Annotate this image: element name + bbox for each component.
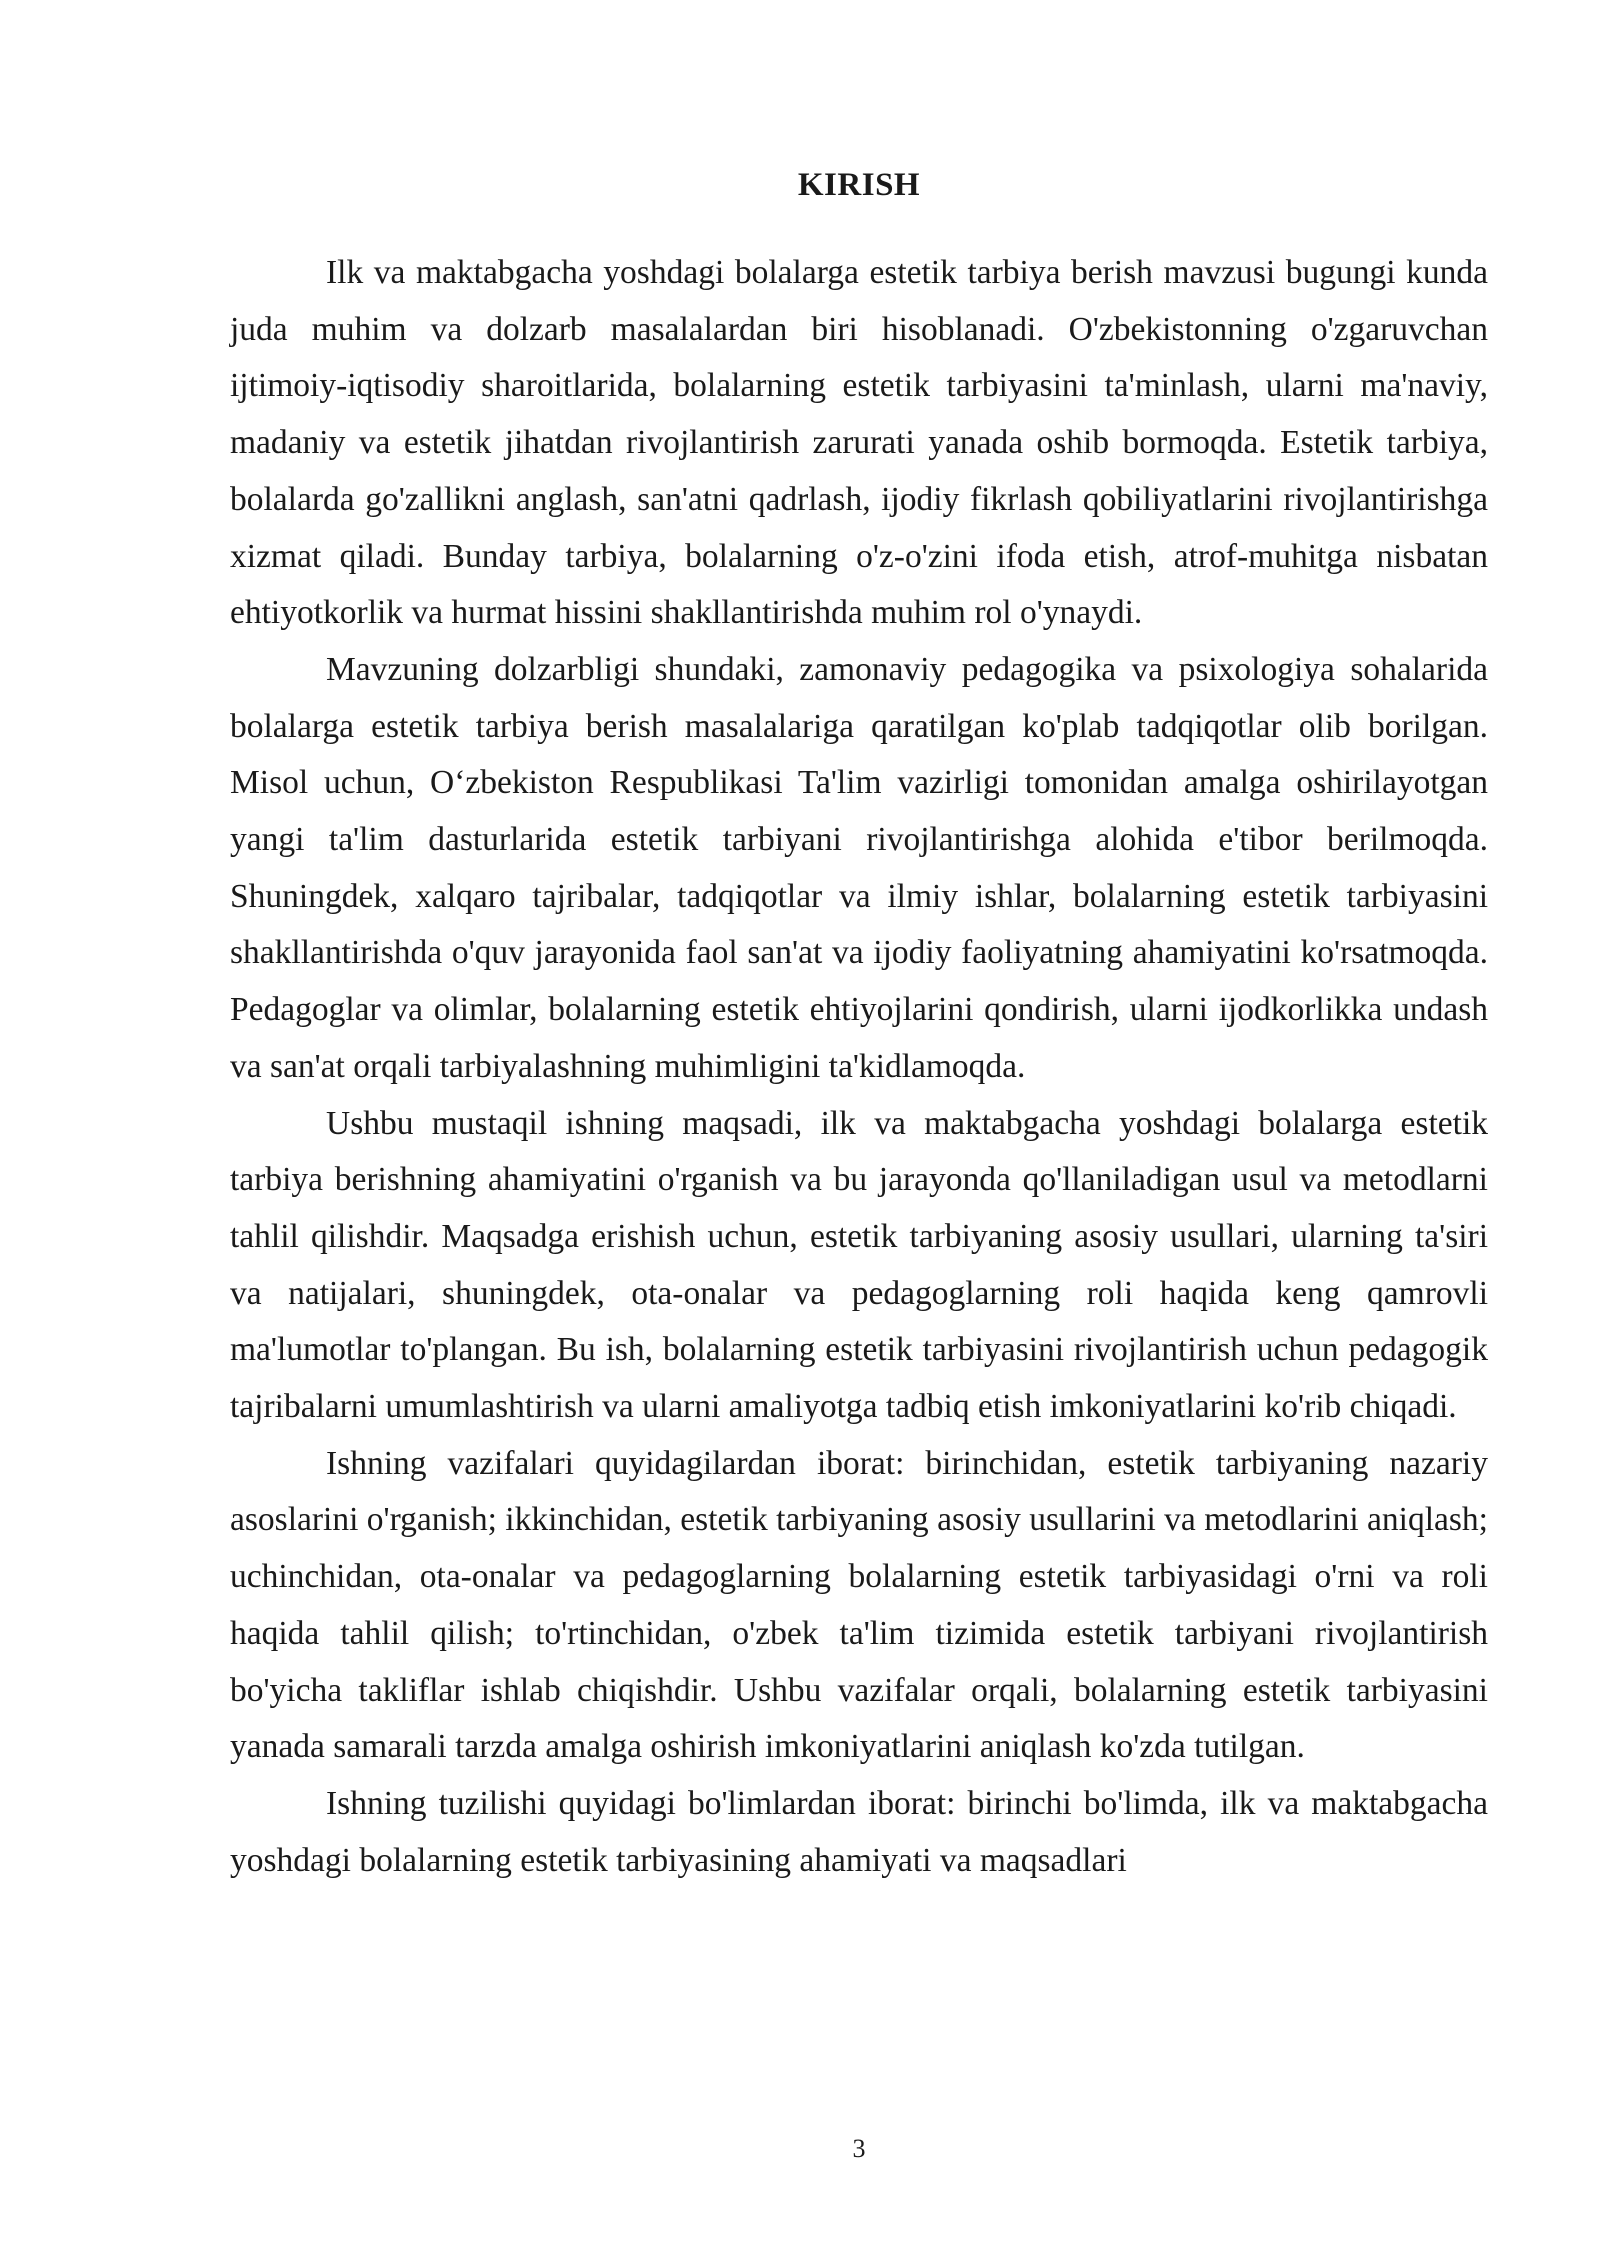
paragraph-intro: Ilk va maktabgacha yoshdagi bolalarga estetik tarbiya berish mavzusi bugungi kunda juda muhim va dolzarb masalalardan biri hisoblanadi. O'zbekistonning o'zgaruvchan ijtimoiy-iqtisodiy sharoitlarida, bolalarning estetik tarbiyasini ta'minlash, ularni ma'naviy, madaniy va estetik jihatdan rivojlantirish zarurati yanada oshib bormoqda. Estetik tarbiya, bolalarda go'zallikni anglash, san'atni qadrlash, ijodiy fikrlash qobiliyatlarini rivojlantirishga xizmat qiladi. Bunday tarbiya, bolalarning o'z-o'zini ifoda etish, atrof-muhitga nisbatan ehtiyotkorlik va hurmat hissini shakllantirishda muhim rol o'ynaydi. (230, 254, 1488, 632)
paragraph-tasks: Ishning vazifalari quyidagilardan iborat: birinchidan, estetik tarbiyaning nazariy asoslarini o'rganish; ikkinchidan, estetik tarbiyaning asosiy usullarini va metodlarini aniqlash; uchinchidan, ota-onalar va pedagoglarning bolalarning estetik tarbiyasidagi o'rni va roli haqida tahlil qilish; to'rtinchidan, o'zbek ta'lim tizimida estetik tarbiyani rivojlantirish bo'yicha takliflar ishlab chiqishdir. Ushbu vazifalar orqali, bolalarning estetik tarbiyasini yanada samarali tarzda amalga oshirish imkoniyatlarini aniqlash ko'zda tutilgan. (230, 1444, 1488, 1766)
paragraph-structure: Ishning tuzilishi quyidagi bo'limlardan iborat: birinchi bo'limda, ilk va maktabgacha yoshdagi bolalarning estetik tarbiyasining ahamiyati va maqsadlari (230, 1784, 1488, 1879)
paragraph-relevance: Mavzuning dolzarbligi shundaki, zamonaviy pedagogika va psixologiya sohalarida bolalarga estetik tarbiya berish masalalariga qaratilgan ko'plab tadqiqotlar olib borilgan. Misol uchun, O‘zbekiston Respublikasi Ta'lim vazirligi tomonidan amalga oshirilayotgan yangi ta'lim dasturlarida estetik tarbiyani rivojlantirishga alohida e'tibor berilmoqda. Shuningdek, xalqaro tajribalar, tadqiqotlar va ilmiy ishlar, bolalarning estetik tarbiyasini shakllantirishda o'quv jarayonida faol san'at va ijodiy faoliyatning ahamiyatini ko'rsatmoqda. Pedagoglar va olimlar, bolalarning estetik ehtiyojlarini qondirish, ularni ijodkorlikka undash va san'at orqali tarbiyalashning muhimligini ta'kidlamoqda. (230, 650, 1488, 1085)
body-text (230, 245, 1488, 1889)
page-title: KIRISH (797, 167, 921, 203)
page-number: 3 (852, 2134, 866, 2163)
paragraph-purpose: Ushbu mustaqil ishning maqsadi, ilk va maktabgacha yoshdagi bolalarga estetik tarbiya berishning ahamiyatini o'rganish va bu jarayonda qo'llaniladigan usul va metodlarni tahlil qilishdir. Maqsadga erishish uchun, estetik tarbiyaning asosiy usullari, ularning ta'siri va natijalari, shuningdek, ota-onalar va pedagoglarning roli haqida keng qamrovli ma'lumotlar to'plangan. Bu ish, bolalarning estetik tarbiyasini rivojlantirish uchun pedagogik tajribalarni umumlashtirish va ularni amaliyotga tadbiq etish imkoniyatlarini ko'rib chiqadi. (230, 1104, 1488, 1426)
